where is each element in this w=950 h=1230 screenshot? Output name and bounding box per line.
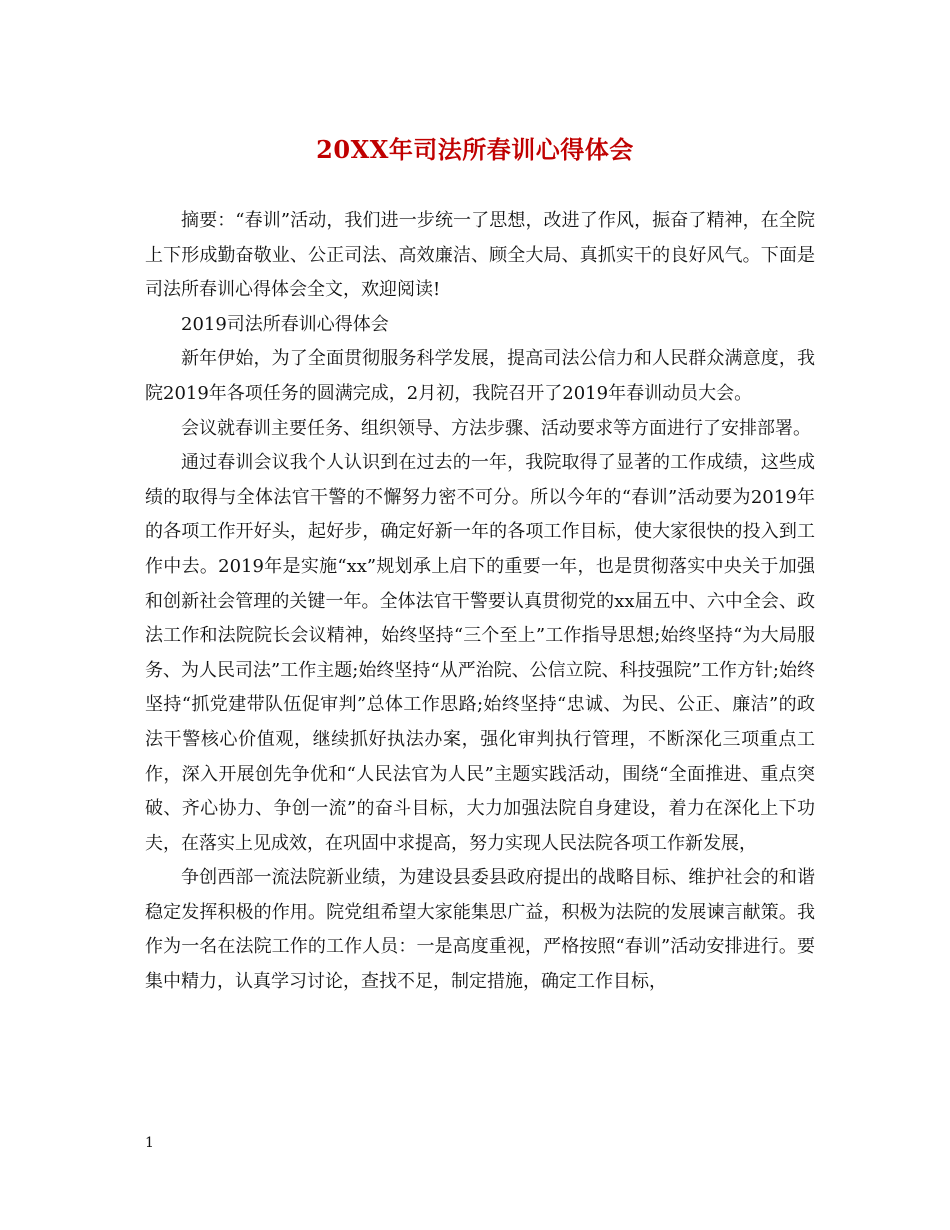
document-title: 20XX年司法所春训心得体会: [316, 135, 634, 164]
body-paragraph: 争创西部一流法院新业绩，为建设县委县政府提出的战略目标、维护社会的和谐稳定发挥积极的作用。院党组希望大家能集思广益，积极为法院的发展谏言献策。我作为一名在法院工作的工作人员：一是高度重视，严格按照“春训”活动安排进行。要集中精力，认真学习讨论，查找不足，制定措施，确定工作目标，: [145, 867, 815, 993]
abstract-paragraph: 摘要：“春训”活动，我们进一步统一了思想，改进了作风，振奋了精神，在全院上下形成勤奋敬业、公正司法、高效廉洁、顾全大局、真抓实干的良好风气。下面是司法所春训心得体会全文，欢迎阅读!: [145, 210, 815, 301]
body-paragraph: 新年伊始，为了全面贯彻服务科学发展，提高司法公信力和人民群众满意度，我院2019年各项任务的圆满完成，2月初，我院召开了2019年春训动员大会。: [145, 348, 815, 404]
section-heading: 2019司法所春训心得体会: [181, 313, 389, 335]
body-paragraph: 会议就春训主要任务、组织领导、方法步骤、活动要求等方面进行了安排部署。: [181, 417, 811, 439]
body-paragraph: 通过春训会议我个人认识到在过去的一年，我院取得了显著的工作成绩，这些成绩的取得与全体法官干警的不懈努力密不可分。所以今年的“春训”活动要为2019年的各项工作开好头，起好步，确定好新一年的各项工作目标，使大家很快的投入到工作中去。2019年是实施“xx”规划承上启下的重要一年，也是贯彻落实中央关于加强和创新社会管理的关键一年。全体法官干警要认真贯彻党的xx届五中、六中全会、政法工作和法院院长会议精神，始终坚持“三个至上”工作指导思想;始终坚持“为大局服务、为人民司法”工作主题;始终坚持“从严治院、公信立院、科技强院”工作方针;始终坚持“抓党建带队伍促审判”总体工作思路;始终坚持“忠诚、为民、公正、廉洁”的政法干警核心价值观，继续抓好执法办案，强化审判执行管理，不断深化三项重点工作，深入开展创先争优和“人民法官为人民”主题实践活动，围绕“全面推进、重点突破、齐心协力、争创一流”的奋斗目标，大力加强法院自身建设，着力在深化上下功夫，在落实上见成效，在巩固中求提高，努力实现人民法院各项工作新发展，: [145, 452, 815, 854]
page-number: 1: [145, 1135, 154, 1151]
document-body: [145, 204, 815, 1000]
